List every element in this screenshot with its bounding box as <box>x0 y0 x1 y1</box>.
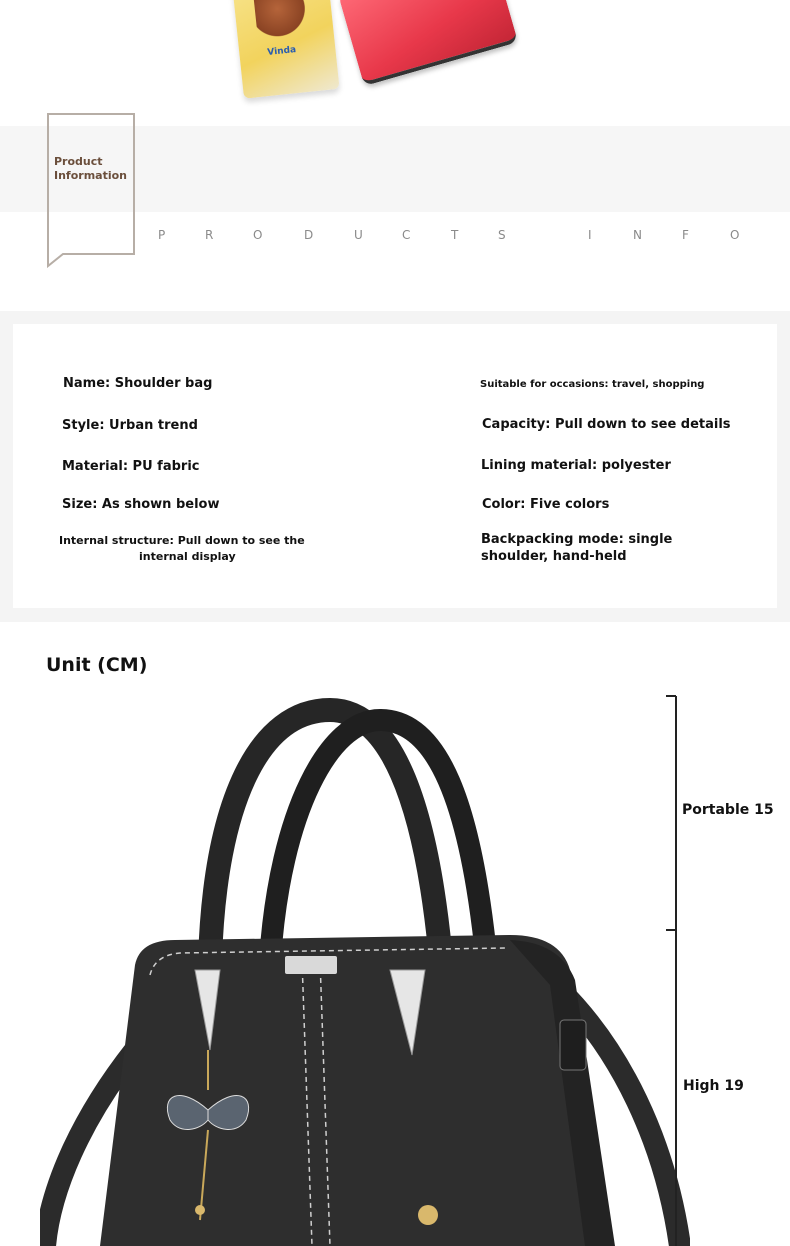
spec-occasions: Suitable for occasions: travel, shopping <box>480 379 705 390</box>
spec-color: Color: Five colors <box>482 497 610 512</box>
subtitle-letter: D <box>304 228 314 242</box>
products-info-subtitle <box>158 228 758 244</box>
specs-card <box>13 324 777 608</box>
height-dimension-label: High 19 <box>683 1078 744 1094</box>
tag-title-line2: Information <box>54 169 127 182</box>
dimension-tick-middle <box>666 929 676 931</box>
spec-name: Name: Shoulder bag <box>63 376 213 391</box>
shoulder-bag-image <box>40 690 690 1246</box>
spec-material: Material: PU fabric <box>62 459 200 474</box>
subtitle-letter: S <box>498 228 506 242</box>
subtitle-letter: C <box>402 228 411 242</box>
spec-capacity: Capacity: Pull down to see details <box>482 417 731 432</box>
tag-title-line1: Product <box>54 155 103 168</box>
subtitle-letter: I <box>588 228 592 242</box>
subtitle-letter: P <box>158 228 166 242</box>
portable-dimension-label: Portable 15 <box>682 802 774 818</box>
spec-size: Size: As shown below <box>62 497 220 512</box>
product-information-title <box>54 155 134 183</box>
spec-internal-structure-line2: internal display <box>139 550 236 563</box>
subtitle-letter: N <box>633 228 642 242</box>
top-product-photo <box>0 0 790 118</box>
tissue-brand-text: Vinda <box>266 45 297 58</box>
subtitle-letter: O <box>253 228 263 242</box>
unit-label: Unit (CM) <box>46 654 148 676</box>
spec-backpacking-line1: Backpacking mode: single <box>481 532 673 547</box>
tissue-cartoon-illustration <box>253 0 314 41</box>
subtitle-letter: T <box>451 228 459 242</box>
spec-lining: Lining material: polyester <box>481 458 671 473</box>
dimension-tick-top <box>666 695 676 697</box>
subtitle-letter: F <box>682 228 689 242</box>
spec-style: Style: Urban trend <box>62 418 198 433</box>
red-phone-image <box>338 0 518 86</box>
spec-internal-structure-line1: Internal structure: Pull down to see the <box>59 534 305 547</box>
subtitle-letter: R <box>205 228 214 242</box>
dimension-line <box>675 696 677 1246</box>
subtitle-letter: U <box>354 228 363 242</box>
info-tag-frame <box>45 112 137 270</box>
spec-backpacking-line2: shoulder, hand-held <box>481 549 627 564</box>
tissue-pack-image <box>232 0 339 99</box>
subtitle-letter: O <box>730 228 740 242</box>
